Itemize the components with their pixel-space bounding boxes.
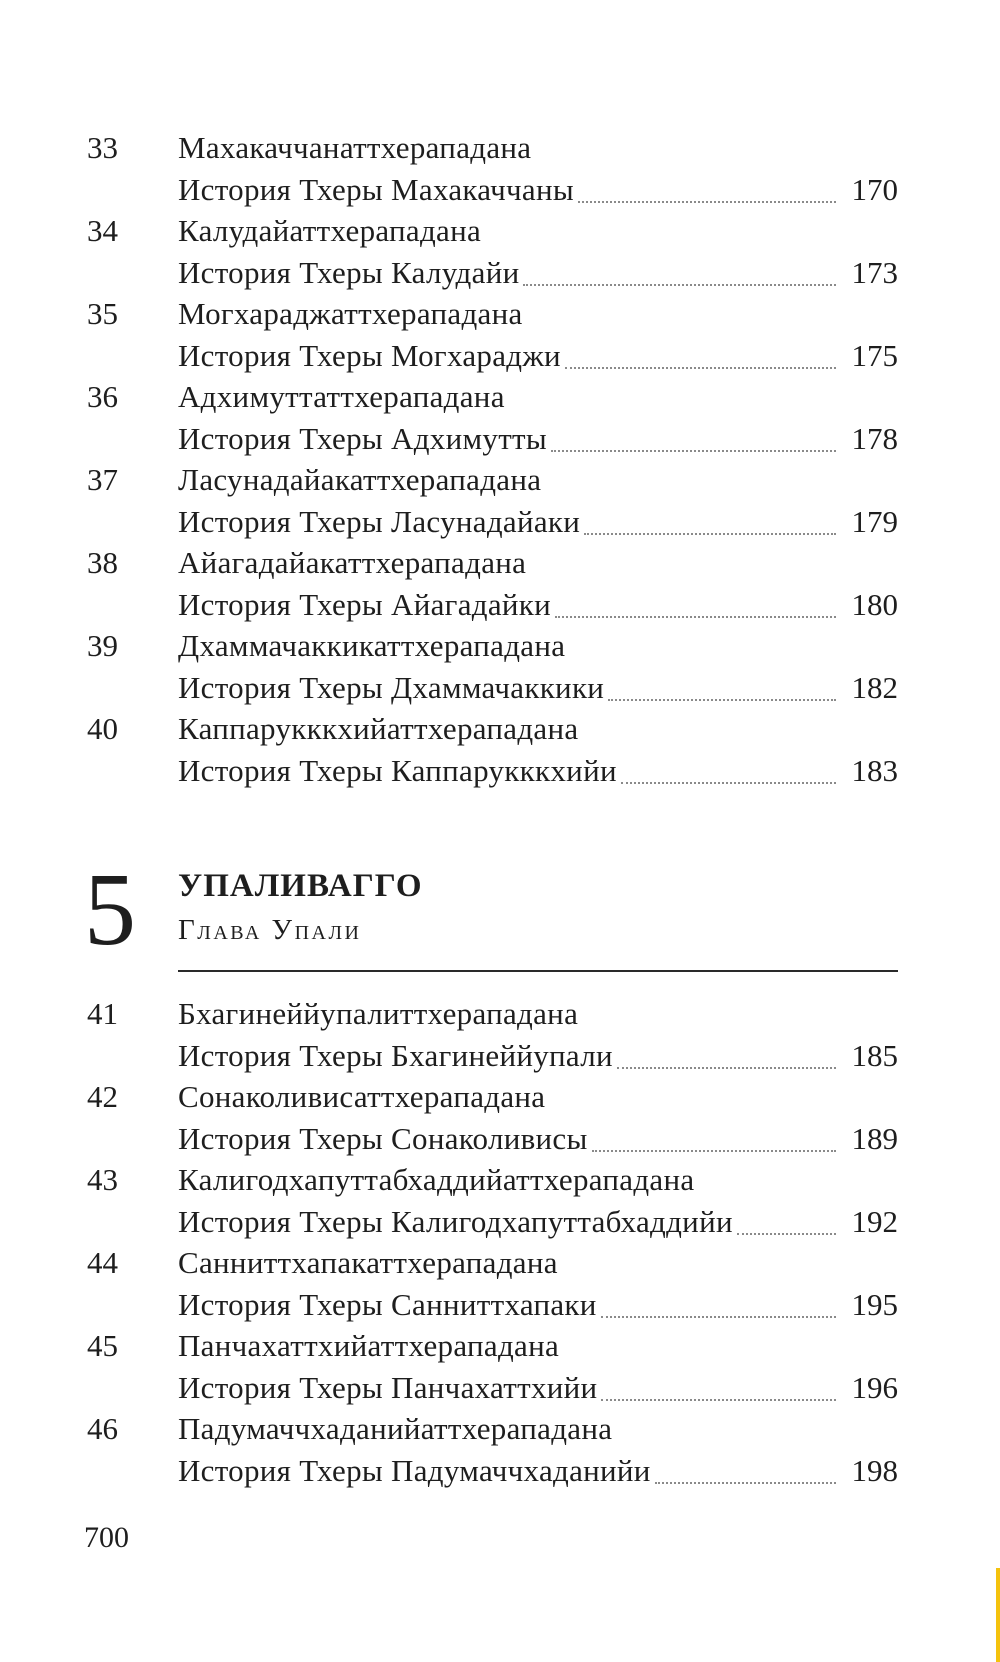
entry-subtitle: История Тхеры Махакаччаны bbox=[178, 172, 574, 207]
toc-entry bbox=[0, 994, 1000, 1080]
entry-subline bbox=[178, 417, 898, 461]
entry-subtitle: История Тхеры Калудайи bbox=[178, 255, 520, 290]
chapter-header bbox=[0, 852, 1000, 968]
entry-subline bbox=[178, 1034, 898, 1078]
entry-title: Калигодхапуттабхаддийаттхерападана bbox=[178, 1162, 695, 1197]
dot-leader bbox=[578, 201, 836, 203]
dot-leader bbox=[601, 1316, 836, 1318]
entry-subtitle: История Тхеры Бхагинеййупали bbox=[178, 1038, 613, 1073]
toc-entry bbox=[0, 1243, 1000, 1329]
entry-title: Дхаммачаккикаттхерападана bbox=[178, 628, 566, 663]
toc-entry bbox=[0, 1326, 1000, 1412]
entry-title: Адхимуттаттхерападана bbox=[178, 379, 505, 414]
entry-title: Бхагинеййупалиттхерападана bbox=[178, 996, 579, 1031]
entry-page-number: 178 bbox=[851, 421, 898, 456]
entry-title: Калудайаттхерападана bbox=[178, 213, 482, 248]
entry-number: 39 bbox=[87, 628, 118, 663]
entry-number: 35 bbox=[87, 296, 118, 331]
entry-subtitle: История Тхеры Дхаммачаккики bbox=[178, 670, 605, 705]
chapter-subtitle: Глава Упали bbox=[178, 914, 362, 946]
entry-subline bbox=[178, 666, 898, 710]
toc-entry bbox=[0, 377, 1000, 463]
dot-leader bbox=[608, 699, 836, 701]
entry-number: 34 bbox=[87, 213, 118, 248]
dot-leader bbox=[601, 1399, 836, 1401]
entry-page-number: 192 bbox=[851, 1204, 898, 1239]
entry-title: Сонаколивисаттхерападана bbox=[178, 1079, 546, 1114]
chapter-title: УПАЛИВАГГО bbox=[178, 868, 423, 904]
entry-title: Айагадайакаттхерападана bbox=[178, 545, 527, 580]
entry-subtitle: История Тхеры Санниттхапаки bbox=[178, 1287, 597, 1322]
entry-page-number: 198 bbox=[851, 1453, 898, 1488]
edge-mark bbox=[996, 1568, 1000, 1662]
toc-entry bbox=[0, 211, 1000, 297]
entry-subtitle: История Тхеры Сонаколивисы bbox=[178, 1121, 588, 1156]
entry-subline bbox=[178, 583, 898, 627]
entry-number: 40 bbox=[87, 711, 118, 746]
entry-subline bbox=[178, 251, 898, 295]
entry-number: 46 bbox=[87, 1411, 118, 1446]
toc-entry bbox=[0, 1409, 1000, 1495]
entry-page-number: 196 bbox=[851, 1370, 898, 1405]
toc-entry bbox=[0, 626, 1000, 712]
entry-subline bbox=[178, 1449, 898, 1493]
entry-subline bbox=[178, 500, 898, 544]
entry-page-number: 189 bbox=[851, 1121, 898, 1156]
dot-leader bbox=[555, 616, 836, 618]
dot-leader bbox=[655, 1482, 836, 1484]
dot-leader bbox=[565, 367, 836, 369]
entry-page-number: 180 bbox=[851, 587, 898, 622]
page-folio: 700 bbox=[84, 1521, 129, 1554]
entry-page-number: 173 bbox=[851, 255, 898, 290]
entry-page-number: 175 bbox=[851, 338, 898, 373]
toc-entry bbox=[0, 709, 1000, 795]
toc-entry bbox=[0, 1160, 1000, 1246]
entry-subline bbox=[178, 1200, 898, 1244]
toc-entry bbox=[0, 543, 1000, 629]
entry-subline bbox=[178, 1117, 898, 1161]
entry-title: Санниттхапакаттхерападана bbox=[178, 1245, 558, 1280]
entry-number: 41 bbox=[87, 996, 118, 1031]
entry-subline bbox=[178, 334, 898, 378]
entry-number: 43 bbox=[87, 1162, 118, 1197]
entry-subtitle: История Тхеры Каппарукккхийи bbox=[178, 753, 617, 788]
entry-page-number: 183 bbox=[851, 753, 898, 788]
entry-subtitle: История Тхеры Калигодхапуттабхаддийи bbox=[178, 1204, 733, 1239]
dot-leader bbox=[621, 782, 836, 784]
entry-number: 42 bbox=[87, 1079, 118, 1114]
dot-leader bbox=[592, 1150, 836, 1152]
entry-page-number: 179 bbox=[851, 504, 898, 539]
chapter-divider bbox=[178, 970, 898, 972]
dot-leader bbox=[617, 1067, 836, 1069]
entry-title: Могхараджаттхерападана bbox=[178, 296, 523, 331]
toc-entry bbox=[0, 294, 1000, 380]
entry-subtitle: История Тхеры Ласунадайаки bbox=[178, 504, 581, 539]
entry-subtitle: История Тхеры Падумаччхаданийи bbox=[178, 1453, 651, 1488]
toc-entry bbox=[0, 460, 1000, 546]
entry-number: 37 bbox=[87, 462, 118, 497]
entry-number: 33 bbox=[87, 130, 118, 165]
dot-leader bbox=[523, 284, 836, 286]
entry-page-number: 185 bbox=[851, 1038, 898, 1073]
entry-subline bbox=[178, 1283, 898, 1327]
entry-page-number: 182 bbox=[851, 670, 898, 705]
entry-page-number: 195 bbox=[851, 1287, 898, 1322]
entry-page-number: 170 bbox=[851, 172, 898, 207]
entry-number: 38 bbox=[87, 545, 118, 580]
entry-subline bbox=[178, 749, 898, 793]
entry-title: Ласунадайакаттхерападана bbox=[178, 462, 542, 497]
entry-subline bbox=[178, 168, 898, 212]
dot-leader bbox=[551, 450, 836, 452]
dot-leader bbox=[737, 1233, 836, 1235]
entry-title: Падумаччхаданийаттхерападана bbox=[178, 1411, 613, 1446]
entry-title: Махакаччанаттхерападана bbox=[178, 130, 532, 165]
dot-leader bbox=[584, 533, 836, 535]
entry-subline bbox=[178, 1366, 898, 1410]
entry-subtitle: История Тхеры Адхимутты bbox=[178, 421, 548, 456]
entry-title: Панчахаттхийаттхерападана bbox=[178, 1328, 560, 1363]
entry-subtitle: История Тхеры Панчахаттхийи bbox=[178, 1370, 598, 1405]
chapter-number: 5 bbox=[84, 852, 136, 967]
entry-subtitle: История Тхеры Могхараджи bbox=[178, 338, 561, 373]
entry-subtitle: История Тхеры Айагадайки bbox=[178, 587, 552, 622]
entry-number: 45 bbox=[87, 1328, 118, 1363]
entry-number: 36 bbox=[87, 379, 118, 414]
entry-title: Каппарукккхийаттхерападана bbox=[178, 711, 579, 746]
entry-number: 44 bbox=[87, 1245, 118, 1280]
toc-entry bbox=[0, 128, 1000, 214]
toc-entry bbox=[0, 1077, 1000, 1163]
